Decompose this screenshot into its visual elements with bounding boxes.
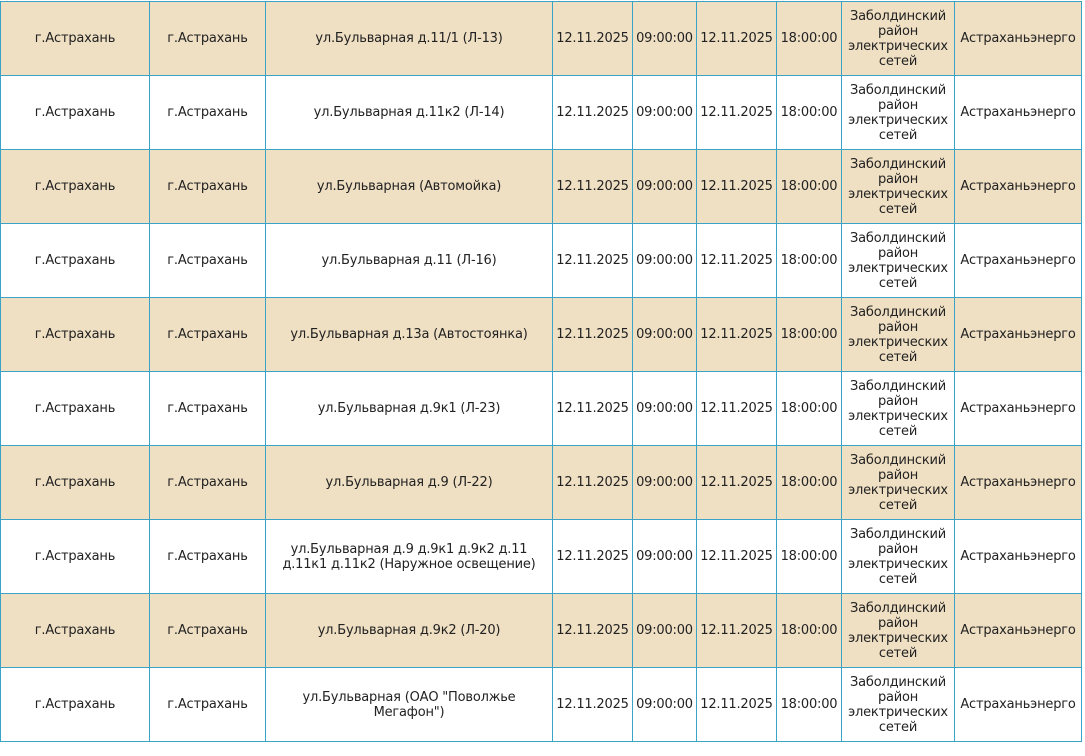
company-cell: Астраханьэнерго: [955, 76, 1082, 150]
city-cell: г.Астрахань: [150, 668, 266, 742]
company-cell: Астраханьэнерго: [955, 298, 1082, 372]
end-date-cell: 12.11.2025: [697, 224, 777, 298]
address-cell: ул.Бульварная д.9 (Л-22): [266, 446, 553, 520]
district-cell: Заболдинский район электрических сетей: [842, 298, 955, 372]
end-date-cell: 12.11.2025: [697, 150, 777, 224]
end-date-cell: 12.11.2025: [697, 668, 777, 742]
start-time-cell: 09:00:00: [633, 668, 697, 742]
city-cell: г.Астрахань: [150, 594, 266, 668]
start-time-cell: 09:00:00: [633, 150, 697, 224]
end-time-cell: 18:00:00: [777, 76, 842, 150]
company-cell: Астраханьэнерго: [955, 446, 1082, 520]
district-cell: Заболдинский район электрических сетей: [842, 668, 955, 742]
end-time-cell: 18:00:00: [777, 668, 842, 742]
city-cell: г.Астрахань: [150, 224, 266, 298]
end-date-cell: 12.11.2025: [697, 520, 777, 594]
end-time-cell: 18:00:00: [777, 224, 842, 298]
start-date-cell: 12.11.2025: [553, 298, 633, 372]
district-cell: Заболдинский район электрических сетей: [842, 150, 955, 224]
region-cell: г.Астрахань: [1, 594, 150, 668]
start-date-cell: 12.11.2025: [553, 520, 633, 594]
end-date-cell: 12.11.2025: [697, 594, 777, 668]
company-cell: Астраханьэнерго: [955, 372, 1082, 446]
table-row: [1, 76, 1082, 150]
table-row: [1, 446, 1082, 520]
start-time-cell: 09:00:00: [633, 594, 697, 668]
start-time-cell: 09:00:00: [633, 372, 697, 446]
address-cell: ул.Бульварная д.9 д.9к1 д.9к2 д.11 д.11к1 д.11к2 (Наружное освещение): [266, 520, 553, 594]
district-cell: Заболдинский район электрических сетей: [842, 446, 955, 520]
start-date-cell: 12.11.2025: [553, 446, 633, 520]
address-cell: ул.Бульварная д.9к2 (Л-20): [266, 594, 553, 668]
city-cell: г.Астрахань: [150, 298, 266, 372]
address-cell: ул.Бульварная д.11 (Л-16): [266, 224, 553, 298]
table-row: [1, 150, 1082, 224]
start-time-cell: 09:00:00: [633, 2, 697, 76]
start-time-cell: 09:00:00: [633, 520, 697, 594]
start-date-cell: 12.11.2025: [553, 594, 633, 668]
end-date-cell: 12.11.2025: [697, 2, 777, 76]
address-cell: ул.Бульварная (Автомойка): [266, 150, 553, 224]
region-cell: г.Астрахань: [1, 224, 150, 298]
outage-table: [0, 1, 1082, 742]
district-cell: Заболдинский район электрических сетей: [842, 76, 955, 150]
start-time-cell: 09:00:00: [633, 76, 697, 150]
end-date-cell: 12.11.2025: [697, 372, 777, 446]
district-cell: Заболдинский район электрических сетей: [842, 372, 955, 446]
region-cell: г.Астрахань: [1, 76, 150, 150]
end-time-cell: 18:00:00: [777, 372, 842, 446]
district-cell: Заболдинский район электрических сетей: [842, 224, 955, 298]
address-cell: ул.Бульварная (ОАО "Поволжье Мегафон"): [266, 668, 553, 742]
region-cell: г.Астрахань: [1, 520, 150, 594]
outage-table-body: [1, 2, 1082, 742]
city-cell: г.Астрахань: [150, 520, 266, 594]
region-cell: г.Астрахань: [1, 2, 150, 76]
address-cell: ул.Бульварная д.13а (Автостоянка): [266, 298, 553, 372]
city-cell: г.Астрахань: [150, 2, 266, 76]
region-cell: г.Астрахань: [1, 150, 150, 224]
table-row: [1, 298, 1082, 372]
company-cell: Астраханьэнерго: [955, 150, 1082, 224]
region-cell: г.Астрахань: [1, 298, 150, 372]
start-date-cell: 12.11.2025: [553, 76, 633, 150]
end-date-cell: 12.11.2025: [697, 298, 777, 372]
end-time-cell: 18:00:00: [777, 520, 842, 594]
start-time-cell: 09:00:00: [633, 224, 697, 298]
company-cell: Астраханьэнерго: [955, 2, 1082, 76]
region-cell: г.Астрахань: [1, 372, 150, 446]
start-date-cell: 12.11.2025: [553, 150, 633, 224]
start-date-cell: 12.11.2025: [553, 372, 633, 446]
start-date-cell: 12.11.2025: [553, 668, 633, 742]
end-date-cell: 12.11.2025: [697, 76, 777, 150]
address-cell: ул.Бульварная д.11к2 (Л-14): [266, 76, 553, 150]
start-time-cell: 09:00:00: [633, 298, 697, 372]
table-row: [1, 2, 1082, 76]
start-date-cell: 12.11.2025: [553, 224, 633, 298]
district-cell: Заболдинский район электрических сетей: [842, 2, 955, 76]
start-date-cell: 12.11.2025: [553, 2, 633, 76]
company-cell: Астраханьэнерго: [955, 224, 1082, 298]
start-time-cell: 09:00:00: [633, 446, 697, 520]
region-cell: г.Астрахань: [1, 446, 150, 520]
company-cell: Астраханьэнерго: [955, 520, 1082, 594]
end-time-cell: 18:00:00: [777, 594, 842, 668]
city-cell: г.Астрахань: [150, 150, 266, 224]
city-cell: г.Астрахань: [150, 446, 266, 520]
end-date-cell: 12.11.2025: [697, 446, 777, 520]
end-time-cell: 18:00:00: [777, 150, 842, 224]
company-cell: Астраханьэнерго: [955, 594, 1082, 668]
table-row: [1, 594, 1082, 668]
address-cell: ул.Бульварная д.9к1 (Л-23): [266, 372, 553, 446]
company-cell: Астраханьэнерго: [955, 668, 1082, 742]
region-cell: г.Астрахань: [1, 668, 150, 742]
table-row: [1, 224, 1082, 298]
city-cell: г.Астрахань: [150, 372, 266, 446]
table-row: [1, 520, 1082, 594]
end-time-cell: 18:00:00: [777, 298, 842, 372]
end-time-cell: 18:00:00: [777, 446, 842, 520]
district-cell: Заболдинский район электрических сетей: [842, 520, 955, 594]
address-cell: ул.Бульварная д.11/1 (Л-13): [266, 2, 553, 76]
table-row: [1, 372, 1082, 446]
city-cell: г.Астрахань: [150, 76, 266, 150]
end-time-cell: 18:00:00: [777, 2, 842, 76]
table-row: [1, 668, 1082, 742]
district-cell: Заболдинский район электрических сетей: [842, 594, 955, 668]
